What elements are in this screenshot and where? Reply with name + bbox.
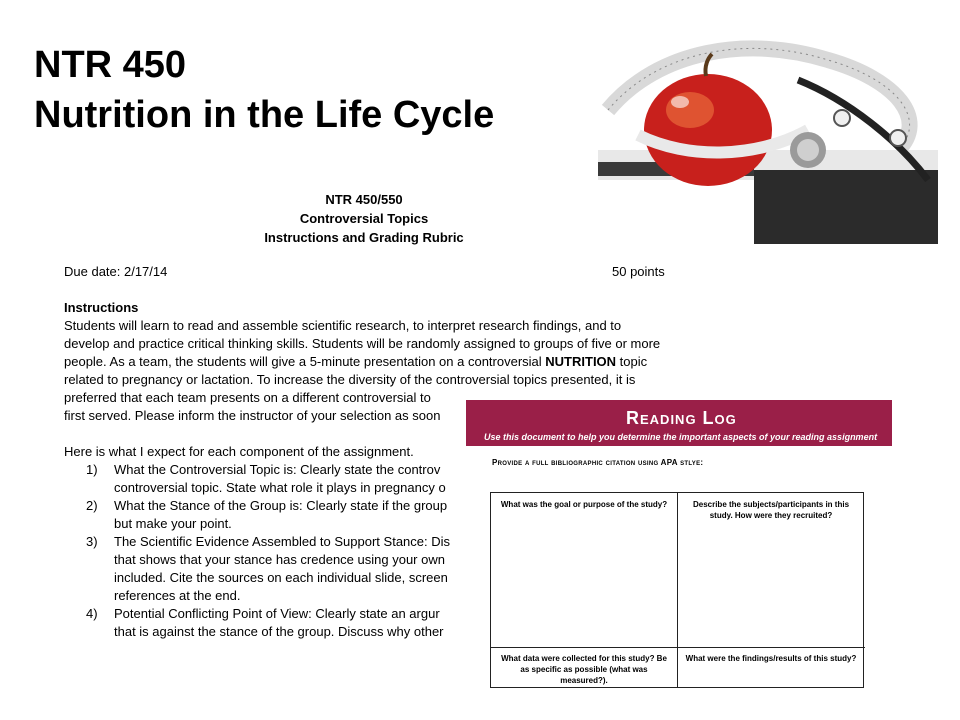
reading-log-title: Reading Log xyxy=(626,408,737,428)
instructions-line: related to pregnancy or lactation. To increase the diversity of the controversial topics presented, it is xyxy=(64,372,636,387)
list-item-line: Potential Conflicting Point of View: Clearly state an argur xyxy=(114,606,440,621)
question-subjects: Describe the subjects/participants in this study. How were they recruited? xyxy=(692,500,850,520)
reading-log-banner xyxy=(466,400,892,446)
list-item-line: included. Cite the sources on each individual slide, screen xyxy=(114,570,448,585)
citation-prompt: Provide a full bibliographic citation using APA stlye: xyxy=(492,458,704,467)
list-number: 1) xyxy=(86,462,98,477)
list-item-line: What the Controversial Topic is: Clearly state the controv xyxy=(114,462,441,477)
doc-rubric-title: Instructions and Grading Rubric xyxy=(264,230,464,245)
reading-log-subtitle: Use this document to help you determine the important aspects of your reading assignment xyxy=(484,432,878,442)
list-item-line: but make your point. xyxy=(114,516,232,531)
instructions-line: develop and practice critical thinking skills. Students will be randomly assigned to groups of five or more xyxy=(64,336,661,351)
list-item-line: What the Stance of the Group is: Clearly state if the group xyxy=(114,498,448,513)
instructions-line: people. As a team, the students will give a 5-minute presentation on a controversial NUTRITION topic xyxy=(64,354,648,369)
course-name: Nutrition in the Life Cycle xyxy=(34,94,495,136)
doc-course-number: NTR 450/550 xyxy=(325,192,403,207)
list-number: 2) xyxy=(86,498,98,513)
list-item-line: that shows that your stance has credence using your own xyxy=(114,552,445,567)
reading-log-worksheet xyxy=(466,398,894,688)
list-number: 4) xyxy=(86,606,98,621)
question-goal: What was the goal or purpose of the study? xyxy=(500,500,668,509)
expectations-intro: Here is what I expect for each component of the assignment. xyxy=(64,444,414,459)
instructions-line: preferred that each team presents on a different controversial to xyxy=(64,390,431,405)
instructions-heading: Instructions xyxy=(64,300,139,315)
due-date: Due date: 2/17/14 xyxy=(64,264,168,279)
nutrition-emphasis: NUTRITION xyxy=(545,354,617,369)
question-data: What data were collected for this study? Be as specific as possible (what was measured?). xyxy=(501,654,667,685)
grid-divider xyxy=(677,493,678,688)
grid-divider xyxy=(491,647,865,648)
list-item-line: that is against the stance of the group. Discuss why other xyxy=(114,624,444,639)
instructions-line: first served. Please inform the instructor of your selection as soon xyxy=(64,408,441,423)
question-grid xyxy=(490,492,864,688)
list-item-line: The Scientific Evidence Assembled to Support Stance: Dis xyxy=(114,534,451,549)
course-code: NTR 450 xyxy=(34,44,187,86)
list-item-line: controversial topic. State what role it plays in pregnancy o xyxy=(114,480,446,495)
doc-topic-title: Controversial Topics xyxy=(299,211,429,226)
question-findings: What were the findings/results of this study? xyxy=(685,654,857,663)
list-item-line: references at the end. xyxy=(114,588,241,603)
list-number: 3) xyxy=(86,534,98,549)
slide-title xyxy=(34,40,494,140)
points-value: 50 points xyxy=(612,264,665,279)
instructions-line: Students will learn to read and assemble scientific research, to interpret research findings, and to xyxy=(64,318,622,333)
